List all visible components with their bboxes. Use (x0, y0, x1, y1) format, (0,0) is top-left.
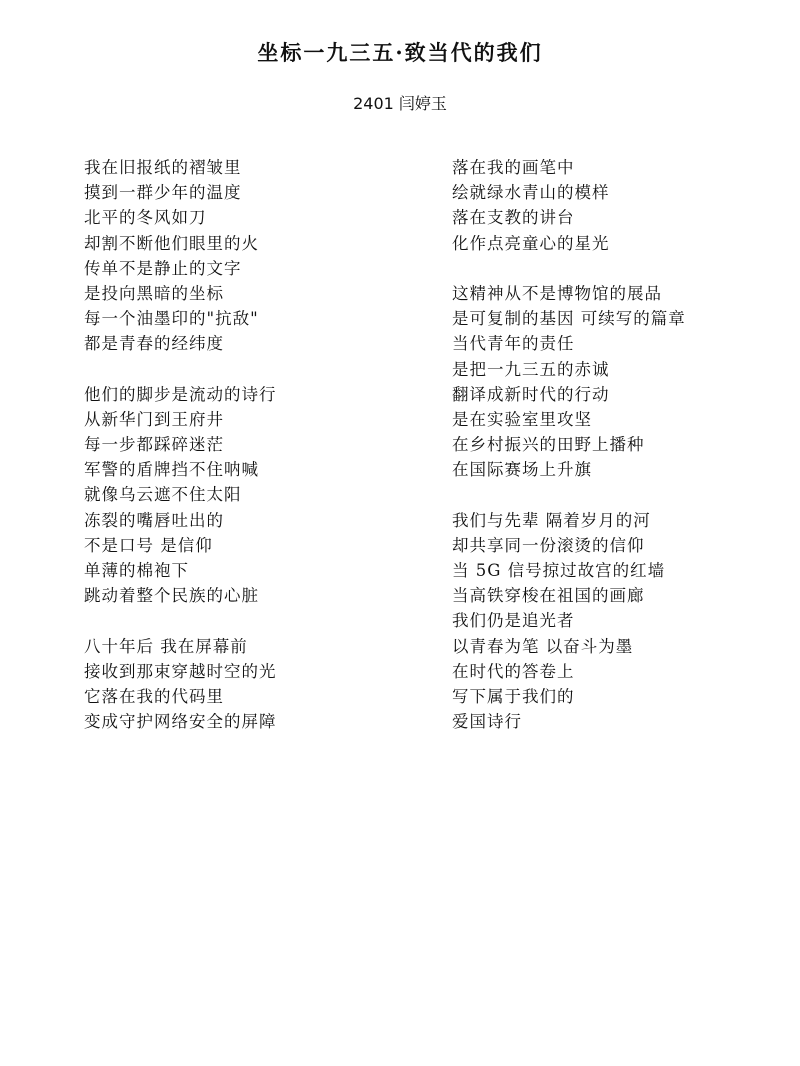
poem-line (452, 256, 792, 281)
poem-left-column (84, 155, 424, 734)
poem-line: 就像乌云遮不住太阳 (84, 485, 242, 505)
poem-line: 不是口号 是信仰 (84, 535, 213, 555)
poem-line: 落在我的画笔中 (452, 158, 575, 177)
poem-line: 绘就绿水青山的模样 (452, 183, 610, 203)
poem-line: 在乡村振兴的田野上播种 (452, 435, 645, 455)
poem-line: 翻译成新时代的行动 (452, 384, 610, 404)
poem-line: 军警的盾牌挡不住呐喊 (84, 460, 259, 480)
poem-author: 2401 闫婷玉 (353, 94, 447, 113)
poem-right-column (452, 155, 792, 734)
poem-line: 单薄的棉袍下 (84, 561, 189, 580)
poem-line: 这精神从不是博物馆的展品 (452, 283, 662, 303)
poem-line (84, 357, 424, 382)
poem-line: 传单不是静止的文字 (84, 258, 242, 278)
poem-line: 都是青春的经纬度 (84, 334, 224, 354)
poem-line: 写下属于我们的 (452, 686, 575, 706)
poem-line: 摸到一群少年的温度 (84, 183, 242, 203)
poem-line: 却割不断他们眼里的火 (84, 233, 259, 253)
poem-line: 以青春为笔 以奋斗为墨 (452, 636, 634, 656)
poem-line: 我在旧报纸的褶皱里 (84, 158, 242, 177)
poem-line: 爱国诗行 (452, 712, 522, 732)
poem-line: 它落在我的代码里 (84, 686, 224, 706)
poem-line: 是在实验室里攻坚 (452, 409, 592, 429)
poem-line: 却共享同一份滚烫的信仰 (452, 535, 645, 555)
poem-line: 每一个油墨印的"抗敌" (84, 309, 259, 329)
poem-line: 是把一九三五的赤诚 (452, 359, 610, 379)
poem-line: 在国际赛场上升旗 (452, 460, 592, 480)
poem-line: 落在支教的讲台 (452, 208, 575, 228)
poem-line: 我们与先辈 隔着岁月的河 (452, 510, 651, 530)
poem-line (452, 482, 792, 507)
poem-line: 当高铁穿梭在祖国的画廊 (452, 586, 645, 606)
poem-line: 是可复制的基因 可续写的篇章 (452, 309, 686, 329)
poem-line: 我们仍是追光者 (452, 611, 575, 631)
poem-line: 他们的脚步是流动的诗行 (84, 384, 277, 404)
poem-line: 八十年后 我在屏幕前 (84, 636, 248, 656)
poem-line: 跳动着整个民族的心脏 (84, 586, 259, 606)
poem-line: 北平的冬风如刀 (84, 208, 207, 228)
poem-line: 接收到那束穿越时空的光 (84, 661, 277, 681)
poem-line: 当 5G 信号掠过故宫的红墙 (452, 561, 666, 580)
poem-line: 变成守护网络安全的屏障 (84, 712, 277, 732)
poem-line: 冻裂的嘴唇吐出的 (84, 510, 224, 530)
poem-line: 是投向黑暗的坐标 (84, 283, 224, 303)
poem-line: 化作点亮童心的星光 (452, 233, 610, 253)
poem-line: 在时代的答卷上 (452, 661, 575, 681)
poem-title: 坐标一九三五·致当代的我们 (257, 40, 543, 65)
poem-line: 从新华门到王府井 (84, 409, 224, 429)
poem-line: 每一步都踩碎迷茫 (84, 435, 224, 455)
poem-line (84, 608, 424, 633)
poem-line: 当代青年的责任 (452, 334, 575, 354)
